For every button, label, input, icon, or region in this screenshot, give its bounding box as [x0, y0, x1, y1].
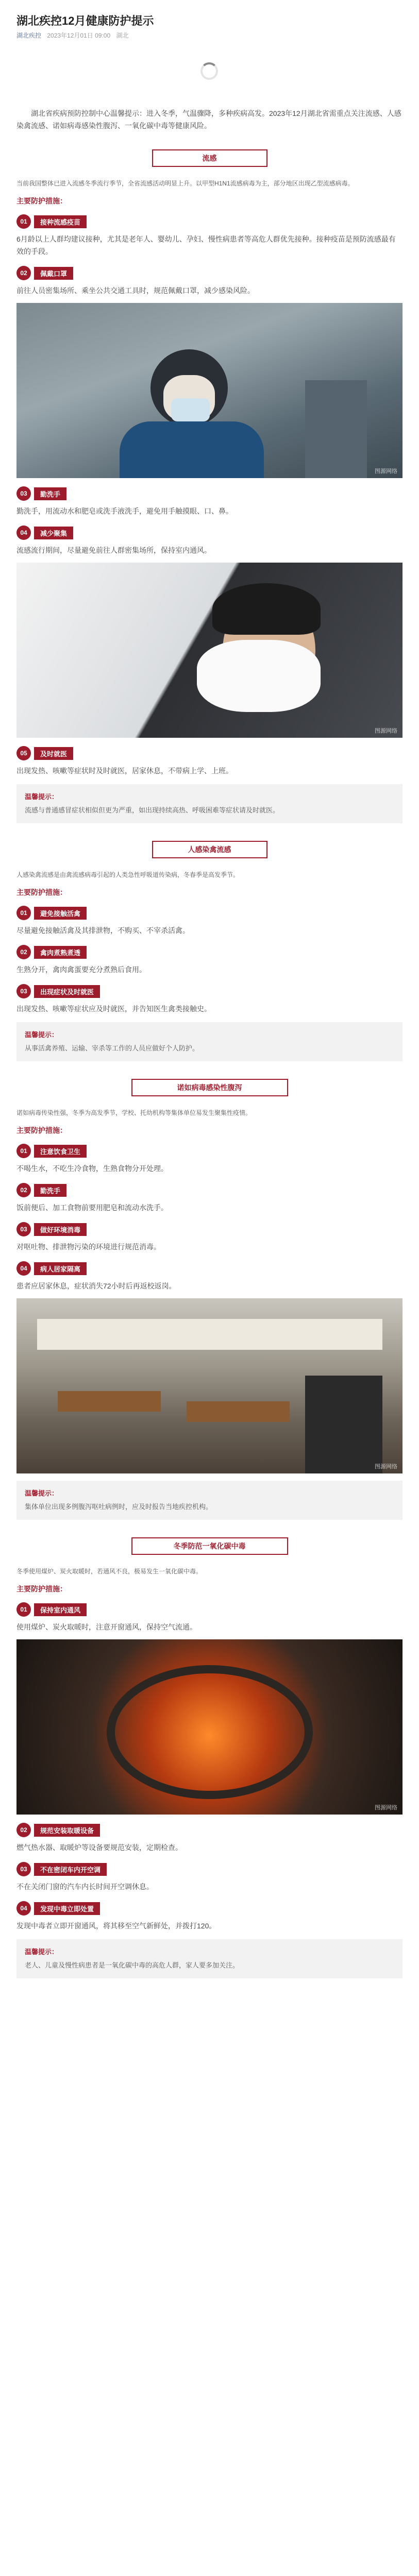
- section-note-flu: 当前我国整体已进入流感冬季流行季节，全省流感活动明显上升。以甲型H1N1流感病毒为主，部分地区出现乙型流感病毒。: [16, 180, 354, 187]
- item-tag: 注意饮食卫生: [34, 1145, 87, 1158]
- item-tag: 佩戴口罩: [34, 267, 73, 280]
- tip-box-norovirus: [16, 1481, 403, 1520]
- section-title-norovirus: 诺如病毒感染性腹泻: [131, 1079, 288, 1096]
- item-number: 04: [16, 1901, 31, 1916]
- item-tag: 减少聚集: [34, 527, 73, 539]
- item-number: 02: [16, 945, 31, 959]
- article-meta: [16, 31, 403, 40]
- source-link[interactable]: 湖北疾控: [16, 32, 42, 39]
- co-item-4: [16, 1901, 403, 1916]
- tip-title: 温馨提示：: [25, 1489, 59, 1497]
- item-number: 02: [16, 266, 31, 280]
- section-title-flu: 流感: [152, 149, 267, 167]
- flu-item-3: [16, 486, 403, 501]
- norovirus-item-1: [16, 1144, 403, 1158]
- tip-box-co: [16, 1939, 403, 1978]
- publish-date: 2023年12月01日 09:00: [47, 32, 111, 39]
- item-number: 04: [16, 526, 31, 540]
- tip-box-flu: [16, 784, 403, 823]
- item-tag: 接种流感疫苗: [34, 215, 87, 228]
- flu-item-5: [16, 746, 403, 760]
- item-tag: 发现中毒立即处置: [34, 1902, 100, 1915]
- flu-item-4: [16, 526, 403, 540]
- item-tag: 避免接触活禽: [34, 907, 87, 920]
- section-lead-co: 主要防护措施：: [16, 1585, 67, 1593]
- item-number: 01: [16, 1144, 31, 1158]
- intro-paragraph: 湖北省疾病预防控制中心温馨提示：进入冬季，气温骤降，多种疾病高发。2023年12月湖北省需重点关注流感、人感染禽流感、诺如病毒感染性腹泻、一氧化碳中毒等健康风险。: [16, 109, 401, 130]
- item-text: 6月龄以上人群均建议接种，尤其是老年人、婴幼儿、孕妇、慢性病患者等高危人群优先接种。接种疫苗是预防流感最有效的手段。: [16, 235, 396, 256]
- tip-text: 流感与普通感冒症状相似但更为严重，如出现持续高热、呼吸困难等症状请及时就医。: [25, 806, 280, 814]
- article-header: [0, 0, 419, 45]
- flu-item-2: [16, 266, 403, 280]
- item-number: 03: [16, 486, 31, 501]
- co-item-1: [16, 1602, 403, 1617]
- item-number: 03: [16, 984, 31, 998]
- avian-item-1: [16, 906, 403, 920]
- norovirus-item-3: [16, 1222, 403, 1236]
- item-tag: 保持室内通风: [34, 1603, 87, 1616]
- tip-text: 老人、儿童及慢性病患者是一氧化碳中毒的高危人群，家人要多加关注。: [25, 1961, 240, 1969]
- item-text: 不在关闭门窗的汽车内长时间开空调休息。: [16, 1883, 154, 1891]
- item-text: 患者应居家休息，症状消失72小时后再返校返岗。: [16, 1282, 176, 1290]
- publish-location: 湖北: [116, 32, 129, 39]
- item-text: 出现发热、咳嗽等症状时及时就医，居家休息，不带病上学、上班。: [16, 767, 233, 775]
- article-content: [0, 107, 419, 1978]
- section-note-co: 冬季使用煤炉、炭火取暖时，若通风不良，极易发生一氧化碳中毒。: [16, 1568, 203, 1575]
- tip-text: 集体单位出现多例腹泻呕吐病例时，应及时报告当地疾控机构。: [25, 1503, 213, 1511]
- item-text: 出现发热、咳嗽等症状应及时就医，并告知医生禽类接触史。: [16, 1005, 211, 1013]
- tip-title: 温馨提示：: [25, 793, 59, 801]
- item-text: 勤洗手，用流动水和肥皂或洗手液洗手，避免用手触摸眼、口、鼻。: [16, 507, 233, 515]
- flu-item-1: [16, 214, 403, 229]
- section-title-avian: 人感染禽流感: [152, 841, 267, 858]
- item-tag: 病人居家隔离: [34, 1262, 87, 1275]
- item-text: 使用煤炉、炭火取暖时，注意开窗通风，保持空气流通。: [16, 1623, 197, 1631]
- section-note-avian: 人感染禽流感是由禽流感病毒引起的人类急性呼吸道传染病，冬春季是高发季节。: [16, 871, 240, 878]
- section-title-co: 冬季防范一氧化碳中毒: [131, 1537, 288, 1555]
- avian-item-2: [16, 945, 403, 959]
- item-number: 04: [16, 1261, 31, 1276]
- section-lead-norovirus: 主要防护措施：: [16, 1126, 67, 1134]
- norovirus-item-4: [16, 1261, 403, 1276]
- item-text: 尽量避免接触活禽及其排泄物，不购买、不宰杀活禽。: [16, 926, 190, 935]
- photo-credit: 图源网络: [375, 1464, 397, 1470]
- article-title: 湖北疾控12月健康防护提示: [16, 14, 154, 27]
- item-number: 01: [16, 906, 31, 920]
- item-text: 前往人员密集场所、乘坐公共交通工具时，规范佩戴口罩，减少感染风险。: [16, 286, 255, 295]
- item-text: 流感流行期间，尽量避免前往人群密集场所，保持室内通风。: [16, 546, 211, 554]
- bus-passenger-photo: [16, 303, 403, 478]
- tip-text: 从事活禽养殖、运输、宰杀等工作的人员应做好个人防护。: [25, 1044, 199, 1052]
- item-number: 02: [16, 1183, 31, 1197]
- item-text: 发现中毒者立即开窗通风，将其移至空气新鲜处，并拨打120。: [16, 1922, 216, 1930]
- item-number: 03: [16, 1862, 31, 1876]
- item-text: 生熟分开，禽肉禽蛋要充分煮熟后食用。: [16, 965, 146, 974]
- item-text: 不喝生水，不吃生冷食物，生熟食物分开处理。: [16, 1164, 168, 1173]
- item-number: 05: [16, 746, 31, 760]
- photo-credit: 图源网络: [375, 728, 397, 734]
- item-tag: 出现症状及时就医: [34, 985, 100, 998]
- item-tag: 勤洗手: [34, 487, 66, 500]
- item-number: 03: [16, 1222, 31, 1236]
- loading-spinner-icon: [200, 62, 218, 80]
- item-text: 对呕吐物、排泄物污染的环境进行规范消毒。: [16, 1243, 161, 1251]
- charcoal-stove-photo: [16, 1639, 403, 1815]
- item-number: 01: [16, 1602, 31, 1617]
- co-item-2: [16, 1823, 403, 1837]
- tip-title: 温馨提示：: [25, 1031, 59, 1039]
- item-number: 01: [16, 214, 31, 229]
- item-tag: 及时就医: [34, 747, 73, 760]
- item-tag: 禽肉煮熟煮透: [34, 946, 87, 959]
- section-lead-flu: 主要防护措施：: [16, 197, 67, 205]
- co-item-3: [16, 1862, 403, 1876]
- photo-credit: 图源网络: [375, 1805, 397, 1811]
- photo-credit: 图源网络: [375, 468, 397, 474]
- section-note-norovirus: 诺如病毒传染性强，冬季为高发季节，学校、托幼机构等集体单位易发生聚集性疫情。: [16, 1109, 252, 1116]
- canteen-photo: [16, 1298, 403, 1473]
- norovirus-item-2: [16, 1183, 403, 1197]
- item-text: 燃气热水器、取暖炉等设备要规范安装，定期检查。: [16, 1843, 182, 1852]
- item-tag: 勤洗手: [34, 1184, 66, 1197]
- avian-item-3: [16, 984, 403, 998]
- item-number: 02: [16, 1823, 31, 1837]
- item-tag: 不在密闭车内开空调: [34, 1863, 107, 1876]
- item-tag: 规范安装取暖设备: [34, 1824, 100, 1837]
- item-text: 饭前便后、加工食物前要用肥皂和流动水洗手。: [16, 1204, 168, 1212]
- item-tag: 做好环境消毒: [34, 1223, 87, 1236]
- sneezing-person-photo: [16, 563, 403, 738]
- tip-title: 温馨提示：: [25, 1948, 59, 1956]
- tip-box-avian: [16, 1022, 403, 1061]
- section-lead-avian: 主要防护措施：: [16, 888, 67, 896]
